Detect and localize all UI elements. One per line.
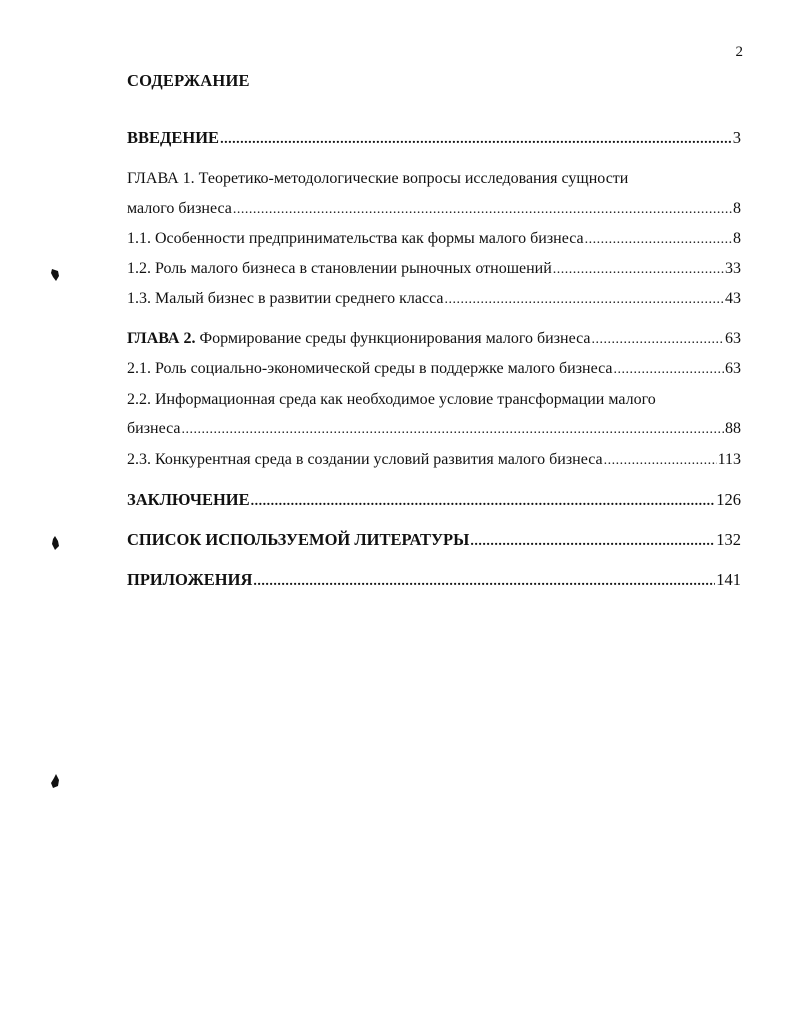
toc-entry-1-2[interactable]: [127, 260, 741, 282]
leader-dots: [604, 453, 717, 469]
toc-entry-label: бизнеса: [127, 420, 181, 437]
toc-entry-page: 126: [716, 490, 741, 509]
toc-entry-page: 33: [725, 260, 741, 277]
scan-mark-1: [50, 268, 60, 282]
leader-dots: [444, 292, 724, 308]
toc-entry-1-3[interactable]: [127, 290, 741, 312]
chapter-number: ГЛАВА 1.: [127, 170, 195, 187]
toc-entry-page: 8: [733, 230, 741, 247]
toc-entry-label: [127, 330, 590, 348]
toc-entry-label: 1.2. Роль малого бизнеса в становлении рыночных отношений: [127, 260, 552, 277]
toc-entry-label: 1.3. Малый бизнес в развитии среднего класса: [127, 290, 444, 307]
toc-entry-appendix[interactable]: [127, 570, 741, 592]
toc-entry-page: 63: [725, 330, 741, 347]
chapter-title: Теоретико-методологические вопросы исследования сущности: [198, 170, 629, 187]
leader-dots: [585, 232, 732, 248]
toc-entry-1-1[interactable]: [127, 230, 741, 252]
toc-entry-label: 1.1. Особенности предпринимательства как формы малого бизнеса: [127, 230, 584, 247]
toc-entry-page: 63: [725, 360, 741, 377]
scan-mark-3: [50, 774, 60, 788]
toc-title: СОДЕРЖАНИЕ: [127, 71, 250, 90]
leader-dots: [253, 574, 715, 590]
toc-entry-chapter2[interactable]: [127, 330, 741, 352]
toc-entry-2-2-line2[interactable]: [127, 420, 741, 442]
toc-entry-page: 132: [716, 530, 741, 549]
toc-entry-page: 141: [716, 570, 741, 589]
leader-dots: [470, 534, 715, 550]
toc-entry-page: 88: [725, 420, 741, 437]
toc-entry-page: 3: [732, 128, 741, 147]
toc-entry-label: СПИСОК ИСПОЛЬЗУЕМОЙ ЛИТЕРАТУРЫ: [127, 530, 470, 549]
leader-dots: [553, 262, 724, 278]
toc-entry-intro[interactable]: [127, 128, 741, 150]
toc-entry-chapter1-line2[interactable]: [127, 200, 741, 222]
leader-dots: [181, 422, 724, 438]
chapter-number: ГЛАВА 2.: [127, 330, 196, 347]
chapter-title: Формирование среды функционирования малого бизнеса: [199, 330, 591, 347]
leader-dots: [614, 362, 725, 378]
toc-entry-2-3[interactable]: [127, 451, 741, 473]
toc-entry-2-2-line1[interactable]: [127, 391, 656, 409]
page-number: 2: [735, 44, 743, 60]
toc-entry-label: ЗАКЛЮЧЕНИЕ: [127, 490, 250, 509]
toc-entry-page: 43: [725, 290, 741, 307]
toc-entry-label: 2.2. Информационная среда как необходимое условие трансформации малого: [127, 391, 656, 408]
toc-entry-page: 113: [717, 451, 741, 468]
toc-entry-chapter1-line1[interactable]: [127, 170, 628, 188]
toc-entry-label: 2.3. Конкурентная среда в создании условий развития малого бизнеса: [127, 451, 603, 468]
toc-entry-page: 8: [733, 200, 741, 217]
leader-dots: [251, 494, 716, 510]
toc-entry-bibliography[interactable]: [127, 530, 741, 552]
leader-dots: [233, 202, 732, 218]
scan-mark-2: [50, 536, 60, 550]
toc-entry-2-1[interactable]: [127, 360, 741, 382]
toc-entry-label: малого бизнеса: [127, 200, 232, 217]
toc-entry-label: 2.1. Роль социально-экономической среды в поддержке малого бизнеса: [127, 360, 613, 377]
toc-entry-conclusion[interactable]: [127, 490, 741, 512]
toc-entry-label: ПРИЛОЖЕНИЯ: [127, 570, 253, 589]
leader-dots: [220, 132, 732, 148]
toc-entry-label: ВВЕДЕНИЕ: [127, 128, 220, 147]
leader-dots: [591, 332, 724, 348]
